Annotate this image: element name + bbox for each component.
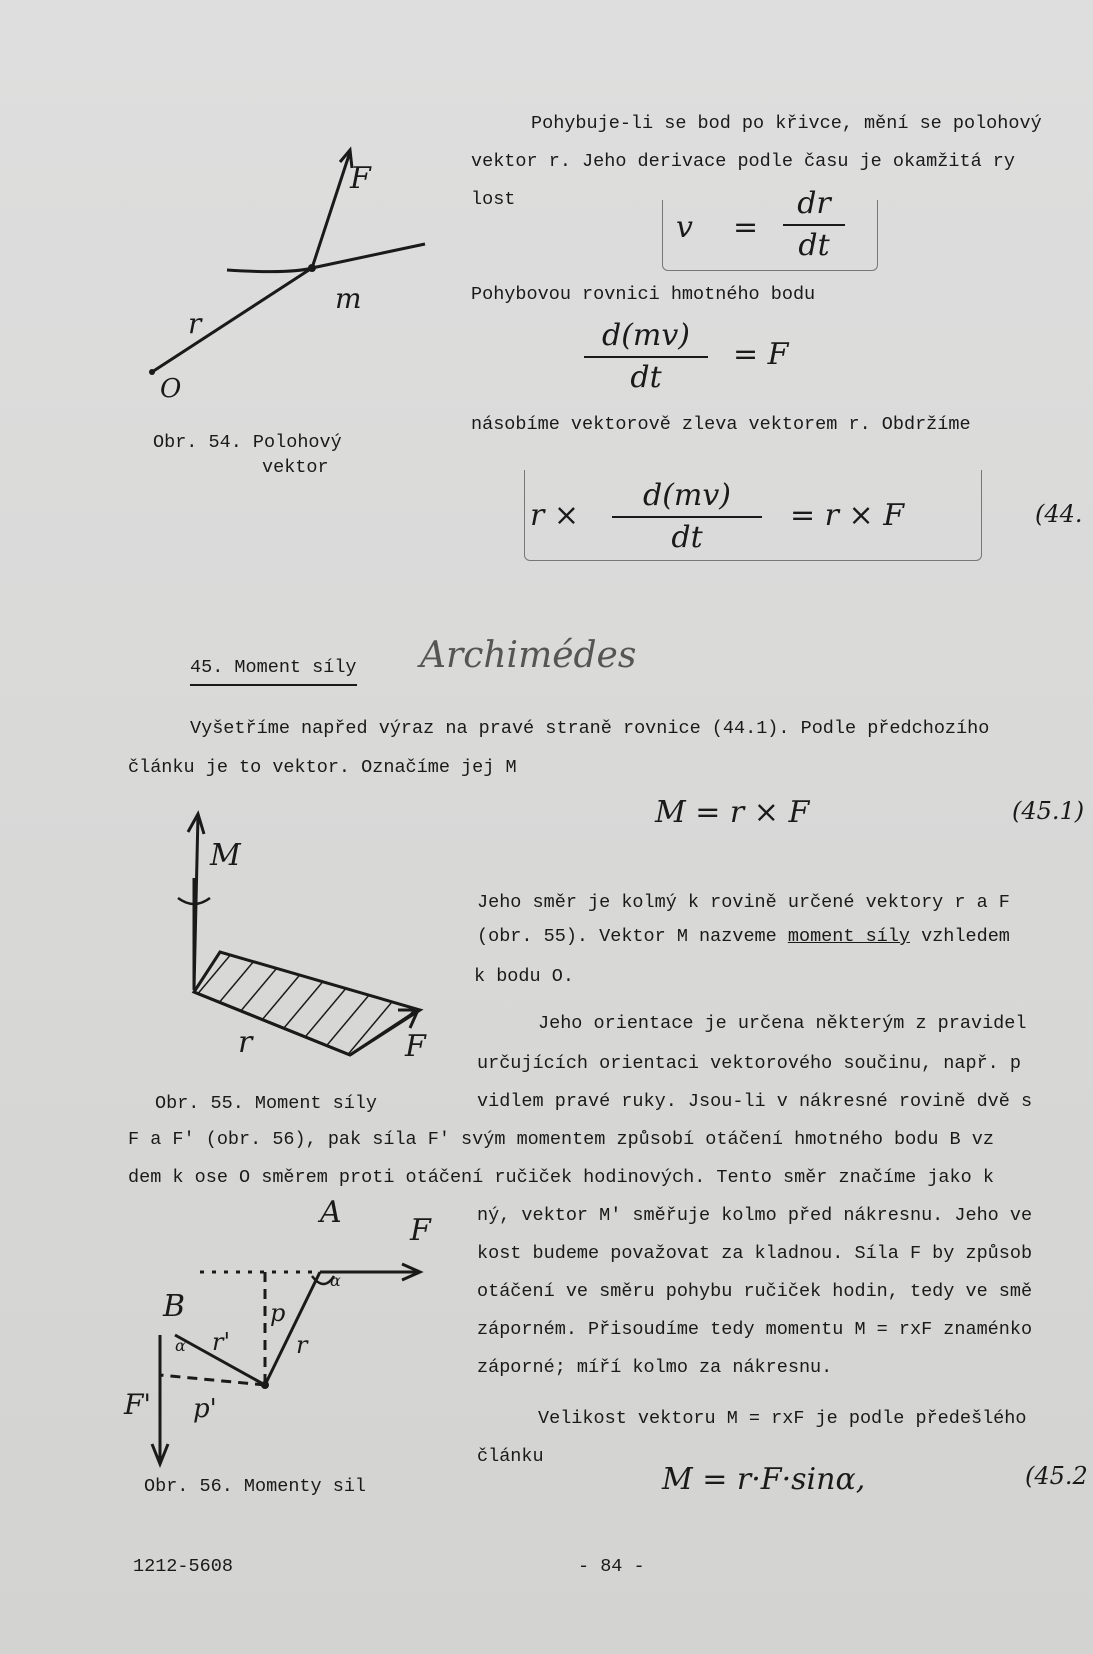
paragraph-line: určujících orientaci vektorového součinu, např. p xyxy=(477,1053,1021,1074)
paragraph-segment: vzhledem xyxy=(921,926,1010,947)
paragraph-line: otáčení ve směru pohybu ručiček hodin, tedy ve smě xyxy=(477,1281,1033,1302)
fig55-caption: Obr. 55. Moment síly xyxy=(155,1093,378,1114)
paragraph-line xyxy=(477,926,1010,948)
fraction-bar xyxy=(584,356,708,358)
paragraph-line: Pohybovou rovnici hmotného bodu xyxy=(471,284,816,305)
paragraph-line: článku xyxy=(477,1446,544,1467)
fig56-label-p1: p' xyxy=(193,1394,217,1424)
section-heading: 45. Moment síly xyxy=(190,657,357,686)
paragraph-line: lost xyxy=(471,189,516,210)
equation-v-fraction xyxy=(783,186,845,264)
figure-55-moment-of-force xyxy=(150,810,440,1070)
fraction-bar xyxy=(783,224,845,226)
paragraph-line: vidlem pravé ruky. Jsou-li v nákresné rovině dvě s xyxy=(477,1091,1033,1112)
equation-441-number: (44. xyxy=(1035,500,1083,528)
equation-v-lhs: v xyxy=(676,210,693,245)
equation-441-lhs: r × xyxy=(530,498,580,533)
equation-451: M = r × F xyxy=(655,795,810,830)
equation-441-num: d(mv) xyxy=(642,478,731,513)
equation-441-fraction xyxy=(612,478,762,556)
equation-motion-den: dt xyxy=(630,360,662,395)
equation-452: M = r·F·sinα, xyxy=(662,1462,866,1497)
paragraph-segment: (obr. 55). Vektor M nazveme xyxy=(477,926,777,947)
paragraph-line: Jeho směr je kolmý k rovině určené vektory r a F xyxy=(477,892,1010,913)
fig56-label-F1: F' xyxy=(124,1388,152,1421)
paragraph-line: záporném. Přisoudíme tedy momentu M = rxF znaménko xyxy=(477,1319,1033,1340)
fig56-label-r: r xyxy=(296,1331,308,1359)
fig54-label-F: F xyxy=(350,161,371,196)
fig55-label-r: r xyxy=(238,1025,253,1060)
footer-code: 1212-5608 xyxy=(133,1556,233,1577)
fig55-label-M: M xyxy=(210,838,241,873)
paragraph-line: k bodu O. xyxy=(474,966,574,987)
fig54-label-O: O xyxy=(160,374,182,404)
paragraph-line: Velikost vektoru M = rxF je podle předešlého xyxy=(538,1408,1027,1429)
fig56-label-alpha: α xyxy=(175,1336,186,1355)
equation-452-number: (45.2 xyxy=(1025,1462,1088,1490)
fig56-label-p: p xyxy=(270,1299,286,1327)
equation-motion-fraction xyxy=(584,318,708,396)
paragraph-line: ný, vektor M' směřuje kolmo před nákresnu. Jeho ve xyxy=(477,1205,1033,1226)
paragraph-line: dem k ose O směrem proti otáčení ručiček hodinových. Tento směr značíme jako k xyxy=(128,1167,994,1188)
paragraph-line: kost budeme považovat za kladnou. Síla F by způsob xyxy=(477,1243,1033,1264)
fig54-caption-line1: Obr. 54. Polohový xyxy=(153,432,342,453)
paragraph-line: Jeho orientace je určena některým z pravidel xyxy=(538,1013,1027,1034)
equation-v-op: = xyxy=(733,210,759,245)
equation-motion-num: d(mv) xyxy=(601,318,690,353)
handwritten-note: Archimédes xyxy=(420,635,637,676)
fraction-bar xyxy=(612,516,762,518)
figure-54-position-vector xyxy=(140,140,430,404)
equation-motion-rhs: = F xyxy=(733,337,789,372)
paragraph-line: záporné; míří kolmo za nákresnu. xyxy=(477,1357,833,1378)
equation-v-num: dr xyxy=(797,186,831,221)
paragraph-line: násobíme vektorově zleva vektorem r. Obdržíme xyxy=(471,414,971,435)
term-moment-of-force: moment síly xyxy=(787,926,910,947)
fig56-label-A: A xyxy=(320,1195,342,1230)
equation-441-rhs: = r × F xyxy=(790,498,905,533)
page-number: - 84 - xyxy=(578,1556,645,1577)
paragraph-line: Pohybuje-li se bod po křivce, mění se polohový xyxy=(531,113,1042,134)
equation-451-number: (45.1) xyxy=(1012,797,1085,825)
equation-441-den: dt xyxy=(671,520,703,555)
paragraph-line: článku je to vektor. Označíme jej M xyxy=(128,757,517,778)
fig56-label-alpha2: α xyxy=(330,1271,341,1290)
fig56-caption: Obr. 56. Momenty sil xyxy=(144,1476,367,1497)
equation-v-den: dt xyxy=(798,228,830,263)
fig54-label-r: r xyxy=(188,307,202,340)
fig55-label-F: F xyxy=(405,1029,426,1064)
fig54-caption-line2: vektor xyxy=(262,457,329,478)
fig56-label-F: F xyxy=(410,1213,431,1248)
fig56-label-r1: r' xyxy=(212,1328,231,1356)
equation-box xyxy=(662,200,878,271)
paragraph-line: F a F' (obr. 56), pak síla F' svým momentem způsobí otáčení hmotného bodu B vz xyxy=(128,1129,994,1150)
paragraph-line: vektor r. Jeho derivace podle času je okamžitá ry xyxy=(471,151,1015,172)
figure-56-moments-of-forces xyxy=(120,1230,440,1470)
fig54-label-m: m xyxy=(335,282,362,315)
fig56-label-B: B xyxy=(163,1289,186,1324)
paragraph-line: Vyšetříme napřed výraz na pravé straně rovnice (44.1). Podle předchozího xyxy=(190,718,990,739)
